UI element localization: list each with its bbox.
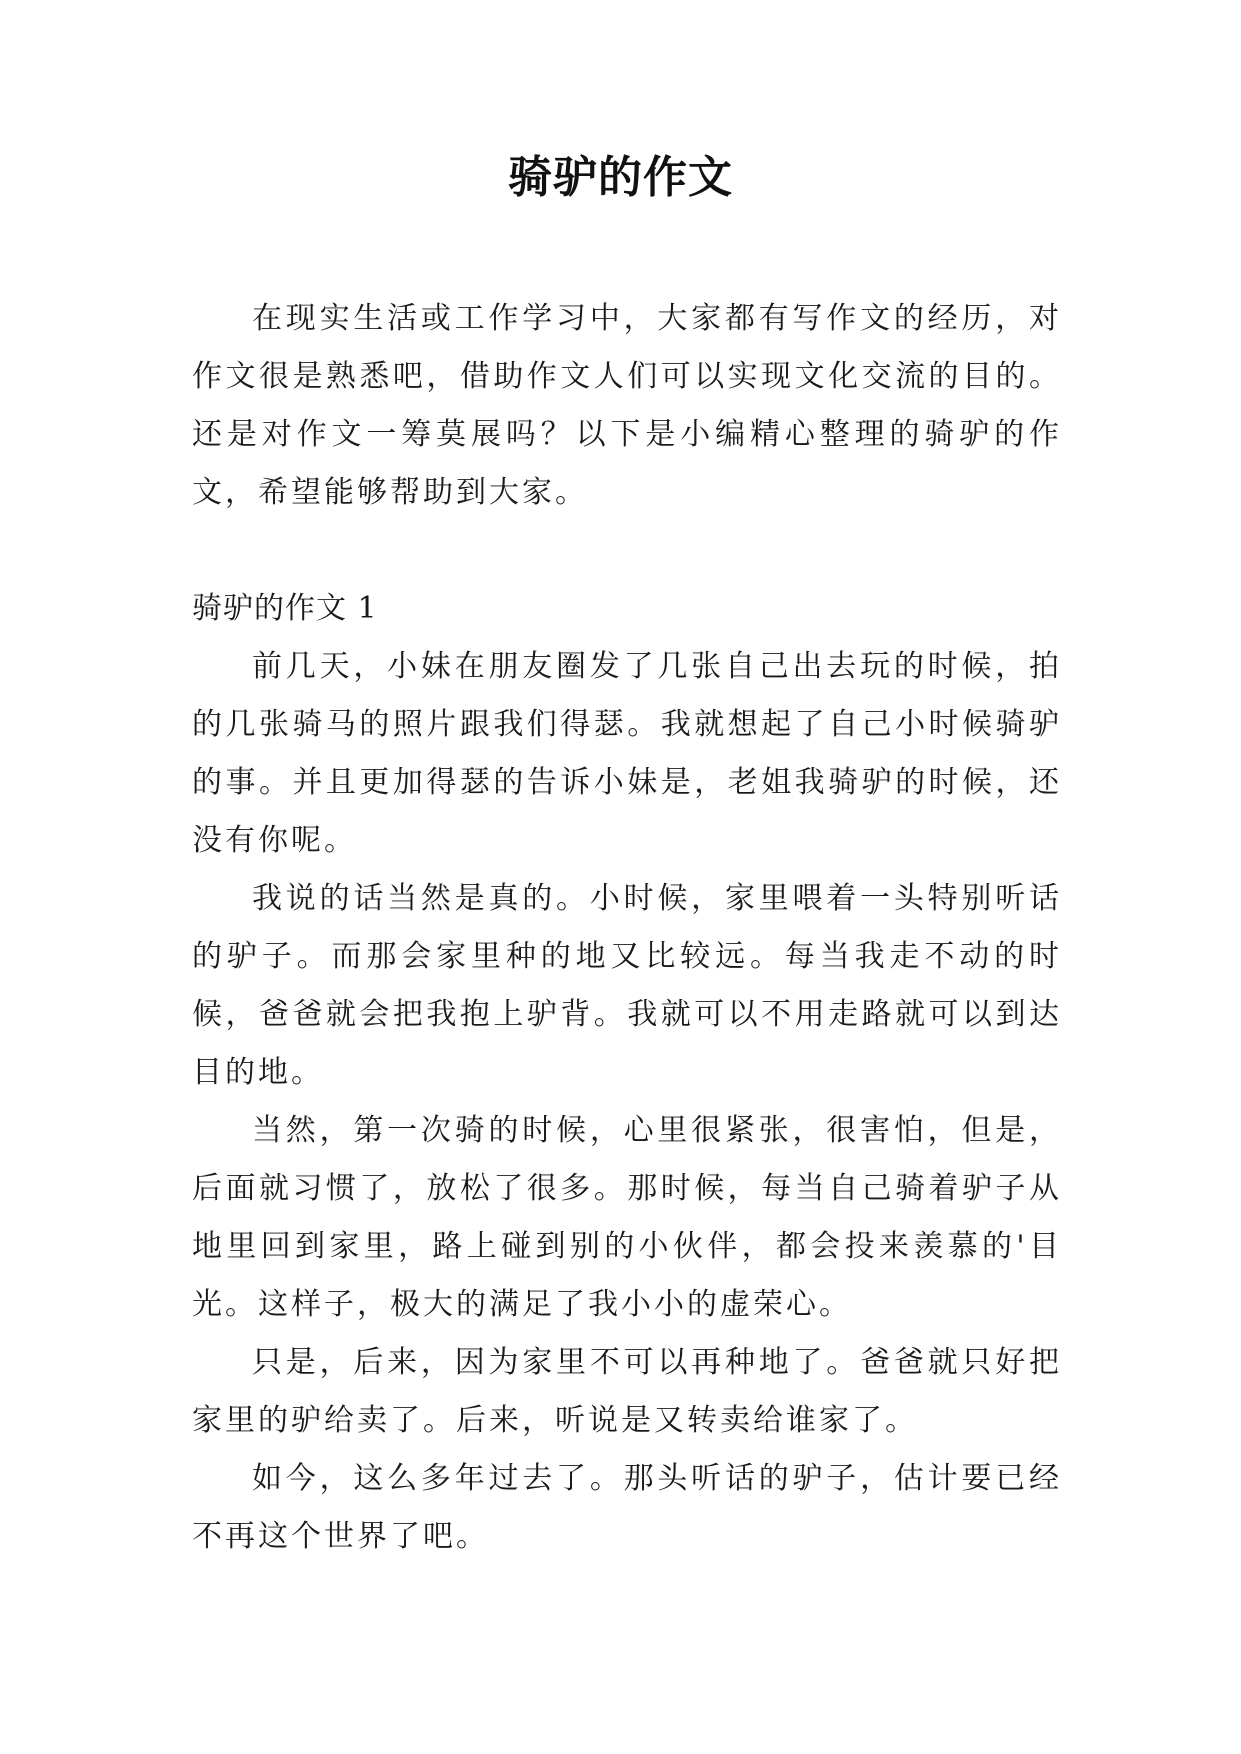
section-heading: 骑驴的作文 1 <box>192 591 378 626</box>
document-body <box>192 290 1062 1566</box>
body-paragraph-5: 如今，这么多年过去了。那头听话的驴子，估计要已经不再这个世界了吧。 <box>192 1461 1062 1554</box>
body-paragraph-3: 当然，第一次骑的时候，心里很紧张，很害怕，但是，后面就习惯了，放松了很多。那时候，每当自己骑着驴子从地里回到家里，路上碰到别的小伙伴，都会投来羡慕的'目光。这样子，极大的满足了我小小的虚荣心。 <box>192 1113 1062 1322</box>
document-title: 骑驴的作文 <box>508 152 733 203</box>
body-paragraph-1: 前几天，小妹在朋友圈发了几张自己出去玩的时候，拍的几张骑马的照片跟我们得瑟。我就想起了自己小时候骑驴的事。并且更加得瑟的告诉小妹是，老姐我骑驴的时候，还没有你呢。 <box>192 649 1062 858</box>
body-paragraph-2: 我说的话当然是真的。小时候，家里喂着一头特别听话的驴子。而那会家里种的地又比较远。每当我走不动的时候，爸爸就会把我抱上驴背。我就可以不用走路就可以到达目的地。 <box>192 881 1062 1090</box>
body-paragraph-4: 只是，后来，因为家里不可以再种地了。爸爸就只好把家里的驴给卖了。后来，听说是又转卖给谁家了。 <box>192 1345 1062 1438</box>
intro-paragraph: 在现实生活或工作学习中，大家都有写作文的经历，对作文很是熟悉吧，借助作文人们可以实现文化交流的目的。还是对作文一筹莫展吗？以下是小编精心整理的骑驴的作文，希望能够帮助到大家。 <box>192 301 1062 510</box>
